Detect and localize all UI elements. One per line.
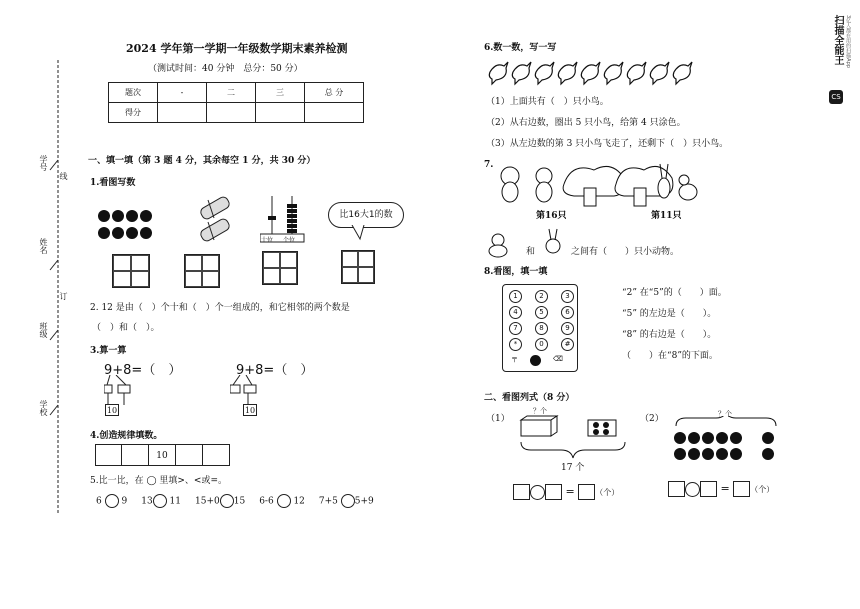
q3-equation-1: 9+8=（ ） <box>104 363 182 378</box>
compare-item: 6-6 12 <box>259 494 305 508</box>
answer-grid-1[interactable] <box>112 254 150 288</box>
bird-icon <box>489 62 508 84</box>
sequence-cell[interactable] <box>122 444 149 466</box>
q4-title: 4.创造规律填数。 <box>90 431 163 441</box>
compare-circle[interactable] <box>153 494 167 508</box>
unit-label: （个） <box>595 488 620 497</box>
keypad-key[interactable]: 1 <box>509 290 522 303</box>
unit-label: （个） <box>750 485 775 494</box>
keypad-key[interactable]: # <box>561 338 574 351</box>
bird-icon <box>673 62 692 84</box>
bird-icon <box>558 62 577 84</box>
q7-title: 7. <box>484 160 494 170</box>
q4-sequence <box>95 444 230 466</box>
score-cell: 得分 <box>109 103 158 123</box>
s2-question-mark-1: ？个 <box>533 407 547 415</box>
name-label: 姓名 <box>39 238 48 254</box>
bird-icon <box>581 62 600 84</box>
compare-item: 7+5 5+9 <box>319 494 374 508</box>
q8-line3: “8” 的右边是（ ）。 <box>622 330 717 340</box>
q8-title: 8.看图，填一填 <box>484 267 548 277</box>
compare-item: 15+0 15 <box>195 494 245 508</box>
score-blank[interactable] <box>256 103 305 123</box>
score-cell: 题次 <box>109 83 158 103</box>
answer-square[interactable] <box>668 481 685 497</box>
q6-line1: （1）上面共有（ ）只小鸟。 <box>486 97 609 107</box>
score-blank[interactable] <box>158 103 207 123</box>
keypad-key[interactable]: 9 <box>561 322 574 335</box>
compare-circle[interactable] <box>105 494 119 508</box>
q8-line1: “2” 在“5”的（ ）面。 <box>622 288 727 298</box>
keypad-key[interactable]: 8 <box>535 322 548 335</box>
keypad-key[interactable]: 6 <box>561 306 574 319</box>
answer-square[interactable] <box>513 484 530 500</box>
sequence-cell[interactable] <box>203 444 230 466</box>
bird-icon <box>535 62 554 84</box>
q7-label-16: 第16只 <box>536 211 567 221</box>
watermark-brand: 扫描全能王 <box>832 15 843 65</box>
abacus-ones-label: 个位 <box>283 237 296 244</box>
compare-circle[interactable] <box>220 494 234 508</box>
score-cell: 二 <box>207 83 256 103</box>
bubble-tail <box>350 225 370 241</box>
answer-square[interactable] <box>578 484 595 500</box>
operator-circle[interactable] <box>530 485 545 500</box>
compare-item: 6 9 <box>96 494 127 508</box>
bird-icon <box>650 62 669 84</box>
keypad-key[interactable]: 4 <box>509 306 522 319</box>
section1-heading: 一、填一填（第 3 题 4 分，其余每空 1 分，共 30 分） <box>88 156 316 166</box>
answer-grid-2[interactable] <box>184 254 220 288</box>
s2-part1-label: （1） <box>486 414 510 424</box>
answer-grid-3[interactable] <box>262 251 298 285</box>
s2-boxes-figure <box>516 412 636 462</box>
apples-figure <box>97 208 157 242</box>
s2-question-mark-2: ？个 <box>718 410 732 418</box>
abacus-tens-label: 十位 <box>261 237 274 244</box>
compare-circle[interactable] <box>341 494 355 508</box>
page-title: 2024 学年第一学期一年级数学期末素养检测 <box>126 42 348 55</box>
animals-row-figure <box>496 158 706 208</box>
score-blank[interactable] <box>305 103 364 123</box>
q8-line2: “5” 的左边是（ ）。 <box>622 309 717 319</box>
q3-equation-2: 9+8=（ ） <box>236 363 314 378</box>
q3-title: 3.算一算 <box>90 346 127 356</box>
keypad-key[interactable]: 2 <box>535 290 548 303</box>
keypad-key[interactable]: 7 <box>509 322 522 335</box>
q2-line2: （ ）和（ ）。 <box>92 323 160 333</box>
page-subtitle: （测试时间：40 分钟 总分：50 分） <box>148 64 303 74</box>
binding-line <box>38 60 68 520</box>
score-table <box>108 82 364 123</box>
bird-icon <box>604 62 623 84</box>
binding-margin <box>38 60 68 520</box>
bird-icon <box>627 62 646 84</box>
stick-bundles-figure <box>196 196 236 246</box>
keypad-clear-icon[interactable]: 〒 <box>511 356 518 364</box>
compare-circle[interactable] <box>277 494 291 508</box>
birds-figure <box>486 58 696 86</box>
score-cell: 总 分 <box>305 83 364 103</box>
answer-square[interactable] <box>700 481 717 497</box>
s2-part2-label: （2） <box>640 414 664 424</box>
answer-square[interactable] <box>545 484 562 500</box>
bind-mark: 订 <box>59 292 68 300</box>
q3-box-1: 10 <box>106 406 118 415</box>
compare-item: 13 11 <box>141 494 181 508</box>
bubble-text: 比16大1的数 <box>339 210 393 220</box>
q1-title: 1.看图写数 <box>90 178 136 188</box>
line-mark: 线 <box>59 172 68 180</box>
bird-icon <box>512 62 531 84</box>
answer-square[interactable] <box>733 481 750 497</box>
q7-label-11: 第11只 <box>651 211 682 221</box>
sequence-cell[interactable] <box>95 444 122 466</box>
q7-question-line: 和 之间有（ ）只小动物。 <box>526 247 680 257</box>
score-blank[interactable] <box>207 103 256 123</box>
keypad-call-icon[interactable] <box>530 355 541 366</box>
answer-grid-4[interactable] <box>341 250 375 284</box>
keypad-key[interactable]: 5 <box>535 306 548 319</box>
keypad-key[interactable]: 0 <box>535 338 548 351</box>
q2-line1: 2. 12 是由（ ）个十和（ ）个一组成的，和它相邻的两个数是 <box>90 303 350 313</box>
s2-total-label: 17 个 <box>561 463 585 473</box>
phone-keypad <box>502 284 578 372</box>
s2-equation-1: = （个） <box>513 484 619 500</box>
sequence-cell[interactable] <box>176 444 203 466</box>
camscanner-logo: CS <box>829 90 843 104</box>
q5-title: 5.比一比，在 ◯ 里填>、<或=。 <box>90 476 228 486</box>
sequence-cell: 10 <box>149 444 176 466</box>
section2-heading: 二、看图列式（8 分） <box>484 393 575 403</box>
q3-box-2: 10 <box>244 406 256 415</box>
keypad-key[interactable]: * <box>509 338 522 351</box>
score-cell: 三 <box>256 83 305 103</box>
watermark-tagline: 3亿人都在用的扫描App <box>845 15 851 68</box>
s2-apples-figure <box>672 416 782 466</box>
q7-cat-icon <box>486 232 510 258</box>
keypad-key[interactable]: 3 <box>561 290 574 303</box>
q6-title: 6.数一数，写一写 <box>484 43 557 53</box>
q6-line2: （2）从右边数，圈出 5 只小鸟，给第 4 只涂色。 <box>486 118 686 128</box>
q6-line3: （3）从左边数的第 3 只小鸟飞走了，还剩下（ ）只小鸟。 <box>486 139 729 149</box>
keypad-delete-icon[interactable]: ⌫ <box>553 355 563 363</box>
operator-circle[interactable] <box>685 482 700 497</box>
school-label: 学校 <box>39 400 48 416</box>
s2-equation-2: = （个） <box>668 481 774 497</box>
score-cell: - <box>158 83 207 103</box>
student-id-label: 学号 <box>39 155 48 171</box>
class-label: 班级 <box>39 322 48 338</box>
q8-line4: （ ）在“8”的下面。 <box>622 351 718 361</box>
q5-items <box>96 494 374 508</box>
